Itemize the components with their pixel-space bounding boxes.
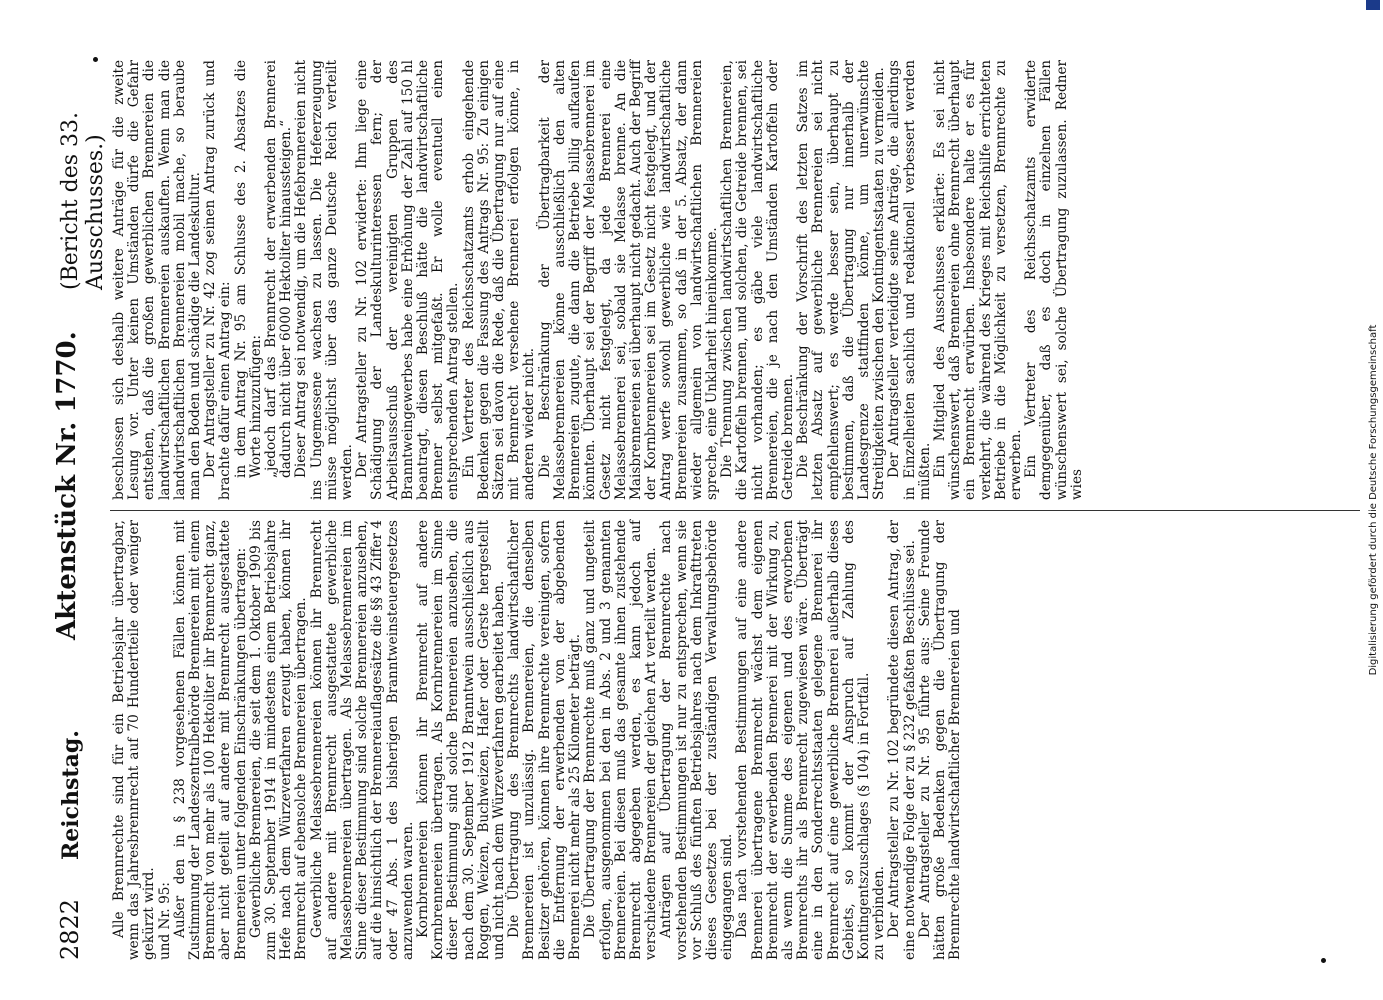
paragraph: beschlossen sich deshalb weitere Anträge für die zweite Lesung vor. Unter keinen Umständen dürfe die Gefahr entstehen, daß die großen gewerblichen Brennereien die landwirtschaftlichen Brennereien auskauften. Wenn man die landwirtschaftlichen Brennereien mobil mache, so beraube man den Boden und schädige die Landeskultur. bbox=[111, 60, 204, 500]
paragraph: „jedoch darf das Brennrecht der erwerbenden Brennerei dadurch nicht über 6000 Hektoliter hinaussteigen.“ bbox=[263, 60, 295, 478]
paragraph: Gewerbliche Melassebrennereien können ihr Brennrecht auf andere mit Brennrecht ausgestattete gewerbliche Melassebrennereien übertragen. Als Melassebrennereien im Sinne dieser Bestimmung sind solche Brennereien anzusehen, auf die hinsichtlich der Brennereiauflagesätze die §§ 43 Ziffer 4 oder 47 Abs. 1 des bisherigen Branntweinsteuergesetzes anzuwenden waren. bbox=[308, 520, 416, 960]
paragraph: Anträgen auf Übertragung der Brennrechte nach vorstehenden Bestimmungen ist nur zu entsprechen, wenn sie vor Schluß des fünften Betriebsjahres nach dem Inkrafttreten dieses Gesetzes bei der zuständigen Verwaltungsbehörde eingegangen sind. bbox=[658, 520, 736, 960]
paragraph: Der Antragsteller zu Nr. 102 begründete diesen Antrag, der eine notwendige Folge der zu § 232 gefaßten Beschlüsse sei. bbox=[886, 520, 918, 960]
paragraph: in dem Antrag Nr. 95 am Schlusse des 2. Absatzes die Worte hinzuzufügen: bbox=[232, 60, 264, 478]
page-header bbox=[50, 0, 110, 1000]
paragraph: Gewerbliche Brennereien, die seit dem 1. Oktober 1909 bis zum 30. September 1914 in mindestens einem Betriebsjahre Hefe nach dem Würzeverfahren erzeugt haben, können ihr Brennrecht auf ebensolche Brennereien übertragen. bbox=[247, 520, 310, 960]
paragraph: Die Übertragung des Brennrechts landwirtschaftlicher Brennereien ist unzulässig. Brennereien, die denselben Besitzer gehören, können ihre Brennrechte vereinigen, sofern die Entfernung der erwerbenden von der abgebenden Brennerei nicht mehr als 25 Kilometer beträgt. bbox=[506, 520, 584, 960]
paragraph: Außer den in § 238 vorgesehenen Fällen können mit Zustimmung der Landeszentralbehörde Brennereien mit einem Brennrecht von mehr als 100 Hektoliter ihr Brennrecht ganz, aber nicht geteilt auf andere mit Brennrecht ausgestattete Brennereien unter folgenden Einschränkungen übertragen: bbox=[171, 520, 249, 960]
paragraph: Der Antragsteller zu Nr. 95 führte aus: Seine Freunde hätten große Bedenken gegen die Übertragung der Brennrechte landwirtschaftlicher Brennereien und bbox=[916, 520, 964, 960]
paragraph: Ein Vertreter des Reichsschatzamts erwiderte demgegenüber, daß es doch in einzelnen Fällen wünschenswert sei, solche Übertragung zuzulassen. Redner wies bbox=[1023, 60, 1085, 500]
right-column bbox=[112, 60, 1085, 500]
paragraph: Dieser Antrag sei notwendig, um die Hefebrennereien nicht ins Ungemessene wachsen zu lassen. Die Hefeerzeugung müsse möglichst über das ganze Deutsche Reich verteilt werden. bbox=[293, 60, 356, 500]
paragraph: Die Beschränkung der Übertragbarkeit der Melassebrennereien könne ausschließlich den alten Brennereien zugute, die dann die Betriebe billig aufkaufen könnten. Überhaupt sei der Begriff der Melassebrennerei im Gesetz nicht festgelegt, da jede Brennerei eine Melassebrennerei sei, sobald sie Melasse brenne. An die Maisbrennereien sei überhaupt nicht gedacht. Auch der Begriff der Kornbrennereien sei im Gesetz nicht festgelegt, und der Antrag werfe sowohl gewerbliche wie landwirtschaftliche Brennereien zusammen, so daß in der 5. Absatz, der dann wieder allgemein von landwirtschaftlichen Brennereien spreche, eine Unklarheit hineinkomme. bbox=[536, 60, 720, 500]
paragraph: Ein Mitglied des Ausschusses erklärte: Es sei nicht wünschenswert, daß Brennereien ohne Brennrecht überhaupt ein Brennrecht erwürben. Insbesondere halte er es für verkehrt, die während des Krieges mit Reichshilfe errichteten Betriebe in die Möglichkeit zu versetzen, Brennrechte zu erwerben. bbox=[931, 60, 1024, 500]
paragraph: Die Trennung zwischen landwirtschaftlichen Brennereien, die Kartoffeln brennen, und solchen, die Getreide brennen, sei nicht vorhanden; es gäbe viele landwirtschaftliche Brennereien, die je nach den Umständen Kartoffeln oder Getreide brennen. bbox=[719, 60, 796, 500]
header-left: Reichstag. bbox=[58, 730, 84, 860]
paragraph: Die Beschränkung der Vorschrift des letzten Satzes im letzten Absatz auf gewerbliche Brennereien sei nicht empfehlenswert; es werde besser sein, überhaupt zu bestimmen, daß die Übertragung nur innerhalb der Landesgrenze stattfinden könne, um unerwünschte Streitigkeiten zwischen den Kontingentsstaaten zu vermeiden. bbox=[795, 60, 888, 500]
margin-dot-bottom bbox=[1321, 958, 1326, 963]
header-center: Aktenstück Nr. 1770. bbox=[52, 331, 82, 640]
paragraph: zu verbinden. bbox=[871, 865, 888, 960]
paragraph: Der Antragsteller zu Nr. 42 zog seinen Antrag zurück und brachte dafür einen Antrag ein: bbox=[202, 60, 234, 500]
page-number: 2822 bbox=[56, 898, 84, 960]
paragraph: Der Antragsteller verteidigte seine Anträge, die allerdings in Einzelheiten sachlich und redaktionell verbessert werden müßten. bbox=[886, 60, 933, 500]
paragraph: und Nr. 95: bbox=[156, 882, 173, 960]
column-divider bbox=[110, 510, 1360, 511]
header-right: (Bericht des 33. Ausschusses.) bbox=[58, 111, 108, 290]
digitization-note: Digitalisierung gefördert durch die Deutsche Forschungsgemeinschaft bbox=[1368, 324, 1379, 676]
paragraph: Ein Vertreter des Reichsschatzamts erhob eingehende Bedenken gegen die Fassung des Antrags Nr. 95: Zu einigen Sätzen sei davon die Rede, daß die Übertragung nur auf eine mit Brennrecht versehene Brennerei erfolgen könne, in anderen wieder nicht. bbox=[460, 60, 538, 500]
dfg-logo bbox=[1366, 0, 1380, 10]
left-column bbox=[112, 520, 963, 960]
paragraph: Kornbrennereien können ihr Brennrecht auf andere Kornbrennereien übertragen. Als Kornbrennereien im Sinne dieser Bestimmung sind solche Brennereien anzusehen, die nach dem 30. September 1912 Branntwein ausschließlich aus Roggen, Weizen, Buchweizen, Hafer oder Gerste hergestellt und nicht nach dem Würzeverfahren gearbeitet haben. bbox=[415, 520, 508, 960]
margin-dot-top bbox=[93, 57, 98, 62]
paragraph: Das nach vorstehenden Bestimmungen auf eine andere Brennerei übertragene Brennrecht wächst dem eigenen Brennrecht der erwerbenden Brennerei mit der Wirkung zu, als wenn die Summe des eigenen und des erworbenen Brennrechts ihr als Brennrecht zugewiesen wäre. Überträgt eine in den Sonderrechtsstaaten gelegene Brennerei ihr Brennrecht auf eine gewerbliche Brennerei außerhalb dieses Gebiets, so kommt der Anspruch auf Zahlung des Kontingentszuschlages (§ 104) in Fortfall. bbox=[734, 520, 872, 960]
paragraph: Der Antragsteller zu Nr. 102 erwiderte: Ihm liege eine Schädigung der Landeskulturinteressen fern; der Arbeitsausschuß der vereinigten Gruppen des Branntweingewerbes habe eine Erhöhung der Zahl auf 150 hl beantragt, diesen Beschluß hätte die landwirtschaftliche Brenner selbst mitgefaßt. Er wolle eventuell einen entsprechenden Antrag stellen. bbox=[354, 60, 462, 500]
paragraph: Alle Brennrechte sind für ein Betriebsjahr übertragbar, wenn das Jahresbrennrecht auf 70 Hundertteile oder weniger gekürzt wird. bbox=[111, 520, 158, 960]
paragraph: Die Übertragung der Brennrechte muß ganz und ungeteilt erfolgen, ausgenommen bei den in Abs. 2 und 3 genannten Brennereien. Bei diesen muß das gesamte ihnen zustehende Brennrecht abgegeben werden, es kann jedoch auf verschiedene Brennereien der gleichen Art verteilt werden. bbox=[582, 520, 660, 960]
